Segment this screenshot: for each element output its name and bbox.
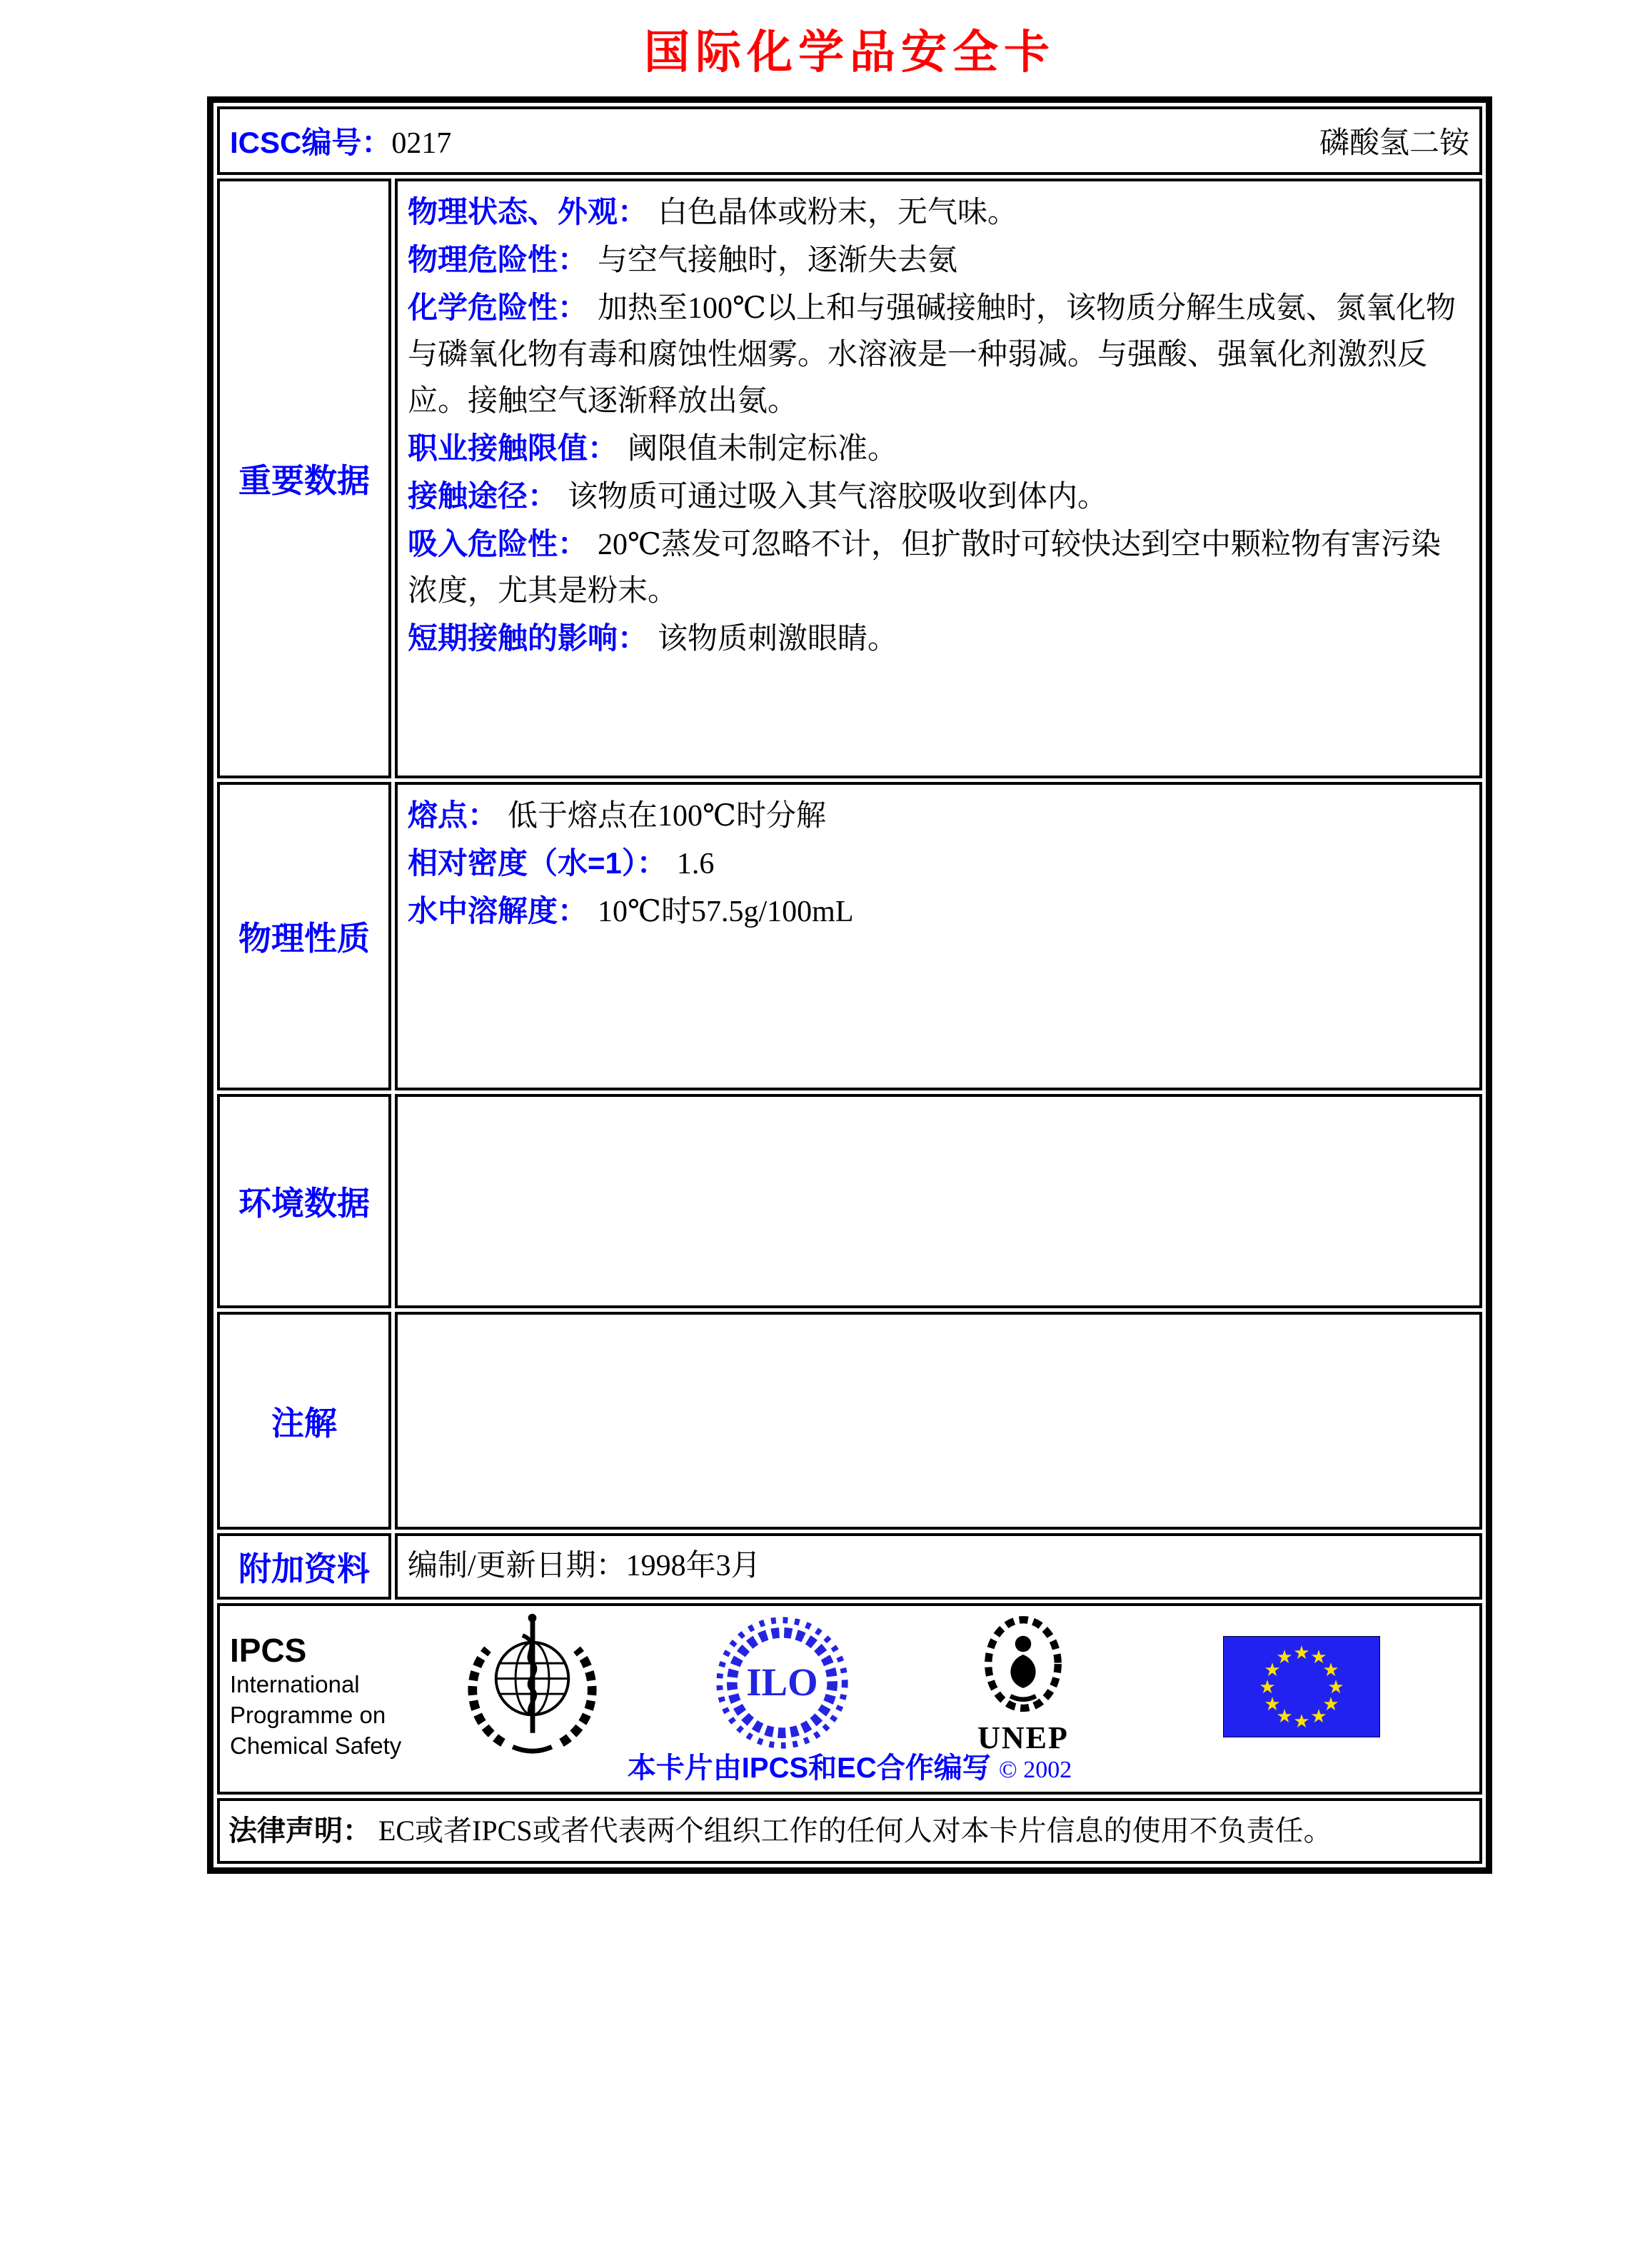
- legal-text: EC或者IPCS或者代表两个组织工作的任何人对本卡片信息的使用不负责任。: [378, 1815, 1332, 1847]
- svg-text:★: ★: [1264, 1660, 1281, 1681]
- unep-wordmark: UNEP: [977, 1720, 1069, 1755]
- item-text: 10℃时57.5g/100mL: [598, 895, 854, 928]
- item-text: 低于熔点在100℃时分解: [508, 800, 826, 833]
- item-label: 熔点：: [408, 798, 498, 832]
- data-item: [408, 189, 1469, 236]
- data-item: [408, 284, 1469, 425]
- svg-text:★: ★: [1310, 1647, 1327, 1668]
- item-label: 物理危险性：: [408, 243, 588, 276]
- section-label-important-data: 重要数据: [217, 179, 391, 778]
- icsc-number-label: ICSC编号：: [230, 126, 392, 159]
- svg-text:★: ★: [1259, 1677, 1276, 1698]
- section-label-notes: 注解: [217, 1312, 391, 1530]
- svg-text:★: ★: [1293, 1711, 1310, 1732]
- item-label: 吸入危险性：: [408, 527, 588, 561]
- svg-text:★: ★: [1322, 1660, 1339, 1681]
- svg-text:★: ★: [1310, 1706, 1327, 1727]
- icsc-number-value: 0217: [391, 127, 452, 160]
- section-notes: [217, 1312, 1482, 1530]
- svg-text:★: ★: [1264, 1694, 1281, 1715]
- item-label: 职业接触限值：: [408, 431, 618, 465]
- ipcs-subtitle-line2: Programme on: [230, 1702, 386, 1728]
- section-label-environmental-data: 环境数据: [217, 1094, 391, 1308]
- data-item: [408, 236, 1469, 284]
- item-label: 化学危险性：: [408, 291, 588, 324]
- unep-logo-icon: [962, 1612, 1084, 1754]
- cooperation-caption: [220, 1745, 1479, 1786]
- item-text: 该物质可通过吸入其气溶胶吸收到体内。: [568, 481, 1108, 513]
- header-row: [217, 106, 1482, 175]
- eu-flag-icon: [1223, 1636, 1380, 1741]
- item-text: 1.6: [676, 848, 715, 880]
- icsc-table: [213, 103, 1486, 1867]
- item-label: 水中溶解度：: [408, 894, 588, 928]
- legal-row: [217, 1798, 1482, 1864]
- legal-label: 法律声明：: [228, 1815, 371, 1847]
- section-body-notes: [395, 1312, 1482, 1530]
- item-label: 相对密度（水=1）：: [408, 846, 667, 880]
- who-logo-icon: [459, 1609, 605, 1759]
- data-item: [408, 521, 1469, 615]
- logos-cell: [217, 1603, 1482, 1795]
- section-additional-info: [217, 1533, 1482, 1600]
- svg-text:★: ★: [1276, 1706, 1293, 1727]
- section-body-environmental-data: [395, 1094, 1482, 1308]
- update-date-text: 编制/更新日期：1998年3月: [408, 1550, 761, 1582]
- data-item: [408, 425, 1469, 473]
- svg-text:★: ★: [1327, 1677, 1344, 1698]
- item-text: 与空气接触时，逐渐失去氨: [598, 244, 958, 277]
- caption-text: 本卡片由IPCS和EC合作编写: [627, 1752, 991, 1784]
- item-text: 阈限值未制定标准。: [628, 433, 898, 466]
- data-item: [408, 473, 1469, 521]
- data-item: [408, 840, 1469, 888]
- ipcs-title: IPCS: [230, 1632, 307, 1669]
- icsc-number-group: [230, 119, 451, 162]
- chemical-name: 磷酸氢二铵: [1319, 127, 1469, 160]
- section-environmental-data: [217, 1094, 1482, 1308]
- svg-text:★: ★: [1293, 1642, 1310, 1664]
- ipcs-text-block: [230, 1632, 451, 1761]
- item-label: 物理状态、外观：: [408, 195, 648, 229]
- section-body-additional-info: [395, 1533, 1482, 1600]
- section-label-physical-properties: 物理性质: [217, 782, 391, 1090]
- item-label: 接触途径：: [408, 479, 558, 513]
- page-title: 国际化学品安全卡: [644, 27, 1055, 78]
- section-body-important-data: [395, 179, 1482, 778]
- item-text: 加热至100℃以上和与强碱接触时，该物质分解生成氨、氮氧化物与磷氧化物有毒和腐蚀性烟雾。水溶液是一种弱减。与强酸、强氧化剂激烈反应。接触空气逐渐释放出氨。: [408, 292, 1457, 418]
- legal-cell: [217, 1798, 1482, 1864]
- data-item: [408, 888, 1469, 935]
- logos-row: [217, 1603, 1482, 1795]
- item-text: 20℃蒸发可忽略不计，但扩散时可较快达到空中颗粒物有害污染浓度，尤其是粉末。: [408, 528, 1442, 608]
- section-label-additional-info: 附加资料: [217, 1533, 391, 1600]
- ipcs-subtitle-line3: Chemical Safety: [230, 1732, 402, 1759]
- svg-text:★: ★: [1276, 1647, 1293, 1668]
- item-text: 该物质刺激眼睛。: [658, 623, 898, 656]
- section-physical-properties: [217, 782, 1482, 1090]
- ilo-letters: ILO: [746, 1660, 818, 1705]
- data-item: [408, 615, 1469, 663]
- section-body-physical-properties: [395, 782, 1482, 1090]
- item-label: 短期接触的影响：: [408, 621, 648, 655]
- icsc-card: [207, 96, 1492, 1874]
- data-item: [408, 792, 1469, 840]
- svg-text:★: ★: [1322, 1694, 1339, 1715]
- header-cell: [217, 106, 1482, 175]
- item-text: 白色晶体或粉末，无气味。: [658, 196, 1018, 229]
- ilo-logo-icon: [713, 1613, 852, 1756]
- ipcs-subtitle-line1: International: [230, 1671, 360, 1697]
- copyright-text: © 2002: [998, 1757, 1072, 1783]
- section-important-data: [217, 179, 1482, 778]
